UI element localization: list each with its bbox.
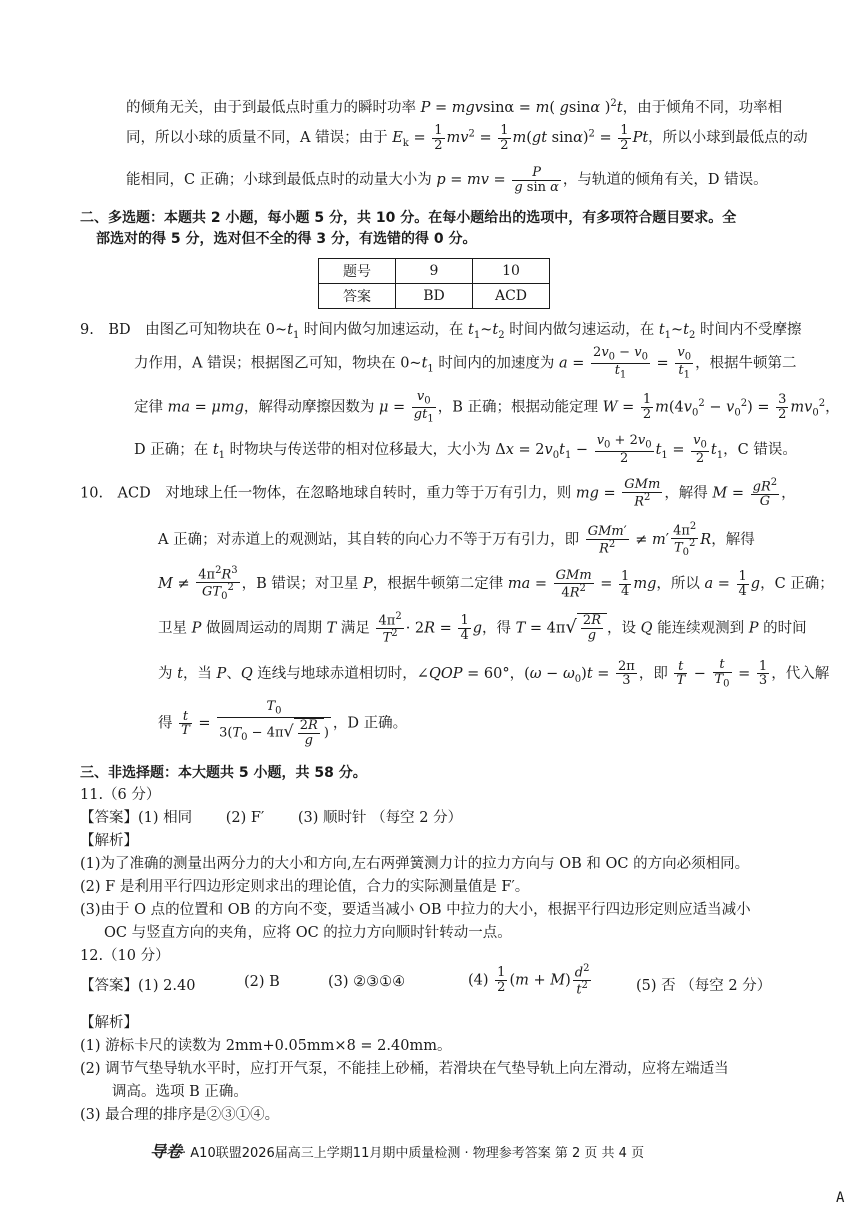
q8-line1: 的倾角无关，由于到最低点时重力的瞬时功率 P = mgvsinα = m( gsinα )$^2$t，由于倾角不同，功率相 [126,98,783,116]
q9-line4: D 正确；在 $t_1$ 时物块与传送带的相对位移最大，大小为 $\Delta x = 2v_0t_1$ − $\frac{v_0 + 2v_0}{2}$ $t_1$ = $\frac{v_0}{2}$ $t_1$，C 错误。 [134,433,797,467]
q12-answer4-label: (4) [468,972,489,989]
section2-heading: 二、多选题：本题共 2 小题，每小题 5 分，共 10 分。在每小题给出的选项中，有多项符合题目要求。全 [80,210,737,226]
table-cell: 9 [396,259,473,284]
q8-line2: 同，所以小球的质量不同，A 错误；由于 $E_k$ = $\frac{1}{2}$ $mv^2$ = $\frac{1}{2}$ m(gt sinα)$^2$ = $\frac{1}{2}$ Pt，所以小球到最低点的动 [126,123,808,153]
q8-line3: 能相同，C 正确；小球到最低点时的动量大小为 p = mv = $\frac{P}{\text{g sin α}}$ ，与轨道的倾角有关，D 错误。 [126,165,768,195]
q10-line2: A 正确；对赤道上的观测站，其自转的向心力不等于万有引力，即 $\frac{\text{GMm′}}{R^2}$ ≠ m′ $\frac{4\pi^2}{T_0^2}$ R，解得 [158,521,755,558]
table-cell: 答案 [319,284,396,309]
q10-line5: 为 t，当 P、Q 连线与地球赤道相切时，∠QOP = 60°，$(\omega - \omega_0)t$ = $\frac{2\pi}{3}$ ，即 $\frac{t}{T}$ − $\frac{t}{T_0}$ = $\frac{1}{3}$ ，代入解 [158,657,830,690]
q12-answer1: 【答案】(1) 2.40 [80,978,196,994]
brand-logo: 导卷 [150,1142,183,1161]
table-cell: ACD [473,284,550,309]
q10-line3: M ≠ $\frac{4\pi^2R^3}{GT_0^2}$ ，B 错误；对卫星 P，根据牛顿第二定律 ma = $\frac{\text{GMm}}{4R^2}$ = $\frac{1}{4}$ mg，所以 a = $\frac{1}{4}$ g，C 正确； [158,565,834,602]
table-cell: 10 [473,259,550,284]
q10-line4: 卫星 P 做圆周运动的周期 T 满足 $\frac{4\pi^2}{T^2}$ · 2R = $\frac{1}{4}$ g，得 T = 4π√ $\frac{2R}{g}$ ，设 Q 能连续观测到 P 的时间 [158,611,807,646]
answer-table [318,258,550,309]
table-cell: 题号 [319,259,396,284]
q11-answer: 【答案】(1) 相同 (2) F′ (3) 顺时针 （每空 2 分） [80,810,463,826]
q9-line2: 力作用，A 错误；根据图乙可知，物块在 $0\sim t_1$ 时间内的加速度为 a = $\frac{2v_0 - v_0}{t_1}$ = $\frac{v_0}{t_1}$ ，根据牛顿第二 [134,345,797,381]
q11-exp2: (2) F 是利用平行四边形定则求出的理论值，合力的实际测量值是 F′。 [80,879,530,895]
q12-exp1: (1) 游标卡尺的读数为 2mm+0.05mm×8 = 2.40mm。 [80,1038,452,1054]
page-footer [150,1139,644,1162]
table-cell: BD [396,284,473,309]
corner-mark: A [836,1190,845,1206]
q10-line6: 得 $\frac{t}{T}$ = $T_0$ $3(T_0 - 4\pi√$ $\frac{2R}{g}$ ) ，D 正确。 [158,699,408,748]
q12-title: 12.（10 分） [80,948,170,964]
table-row [319,284,550,309]
q12-exp2b: 调高。选项 B 正确。 [112,1084,248,1100]
q12-jiexi: 【解析】 [80,1015,138,1031]
table-row [319,259,550,284]
q11-jiexi: 【解析】 [80,833,138,849]
section2-heading-cont: 部选对的得 5 分，选对但不全的得 3 分，有选错的得 0 分。 [96,231,477,247]
q9-line1: 9. BD 由图乙可知物块在 $0\sim t_1$ 时间内做匀加速运动，在 $t_1\sim t_2$ 时间内做匀速运动，在 $t_1\sim t_2$ 时间内不受摩擦 [80,322,802,341]
q11-exp3b: OC 与竖直方向的夹角，应将 OC 的拉力方向顺时针转动一点。 [104,925,512,941]
q12-answer4: (4) $\frac{1}{2}$ (m + M) $\frac{d^2}{t^2}$ [468,963,590,998]
q12-answer3: (3) ②③①④ [328,974,406,990]
q10-line1: 10. ACD 对地球上任一物体，在忽略地球自转时，重力等于万有引力，则 mg = $\frac{\text{GMm}}{R^2}$ ，解得 M = $\frac{gR^2}{G}$ ， [80,477,796,509]
q11-title: 11.（6 分） [80,787,161,803]
q12-answer2: (2) B [244,974,280,990]
q12-answer5: (5) 否 （每空 2 分） [636,978,772,994]
q12-exp3: (3) 最合理的排序是②③①④。 [80,1107,280,1123]
section3-heading: 三、非选择题：本大题共 5 小题，共 58 分。 [80,765,367,781]
q9-line3: 定律 ma = μmg，解得动摩擦因数为 μ = $\frac{v_0}{gt_1}$ ，B 正确；根据动能定理 W = $\frac{1}{2}$ $m(4v_0^2 - v_0^2)$ = $\frac{3}{2}$ $mv_0^2$， [134,389,840,425]
q11-exp1: (1)为了准确的测量出两分力的大小和方向,左右两弹簧测力计的拉力方向与 OB 和 OC 的方向必须相同。 [80,856,750,872]
q12-exp2a: (2) 调节气垫导轨水平时，应打开气泵，不能挂上砂桶，若滑块在气垫导轨上向左滑动，应将左端适当 [80,1061,729,1077]
q11-exp3a: (3)由于 O 点的位置和 OB 的方向不变，要适当减小 OB 中拉力的大小，根据平行四边形定则应适当减小 [80,902,751,918]
footer-text: · A10联盟2026届高三上学期11月期中质量检测 · 物理参考答案 第 2 页 共 4 页 [182,1146,645,1161]
